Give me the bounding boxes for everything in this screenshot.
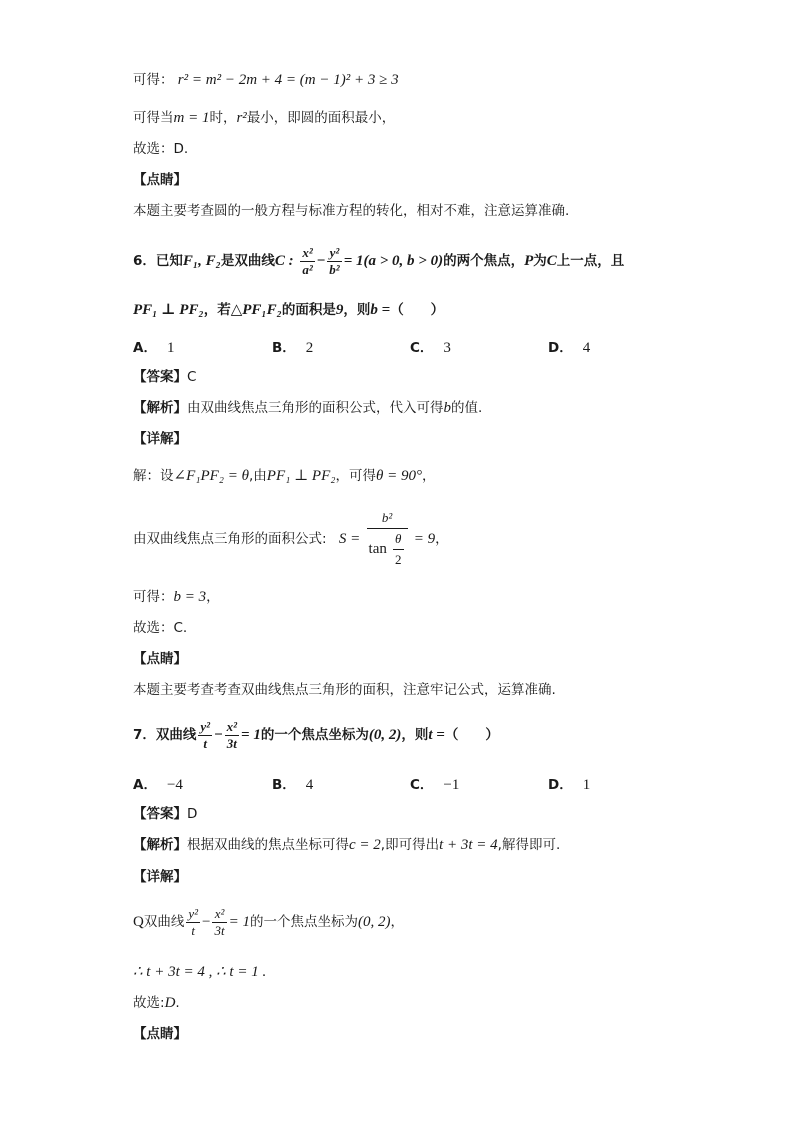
text: 根据双曲线的焦点坐标可得 bbox=[187, 837, 349, 853]
fraction bbox=[327, 245, 341, 278]
denominator bbox=[367, 529, 408, 570]
fraction bbox=[212, 906, 226, 939]
math-expression: t + 3t = 4 bbox=[439, 837, 498, 853]
math-expression: D bbox=[164, 995, 176, 1011]
option-a bbox=[133, 773, 183, 794]
answer-value: C bbox=[187, 369, 197, 385]
math-function: tan bbox=[368, 541, 387, 557]
answer-tag: 【答案】 bbox=[133, 806, 187, 822]
text: 上一点，且 bbox=[556, 253, 625, 269]
math-expression: C bbox=[546, 253, 557, 269]
detail-line-1 bbox=[133, 466, 435, 486]
option-label: B． bbox=[272, 340, 296, 356]
text: 的一个焦点坐标为 bbox=[249, 914, 358, 930]
math-expression: = 1(a > 0, b > 0) bbox=[343, 253, 444, 269]
text: 的值. bbox=[451, 400, 483, 416]
text: ，则 bbox=[343, 302, 371, 318]
text: ，则 bbox=[401, 727, 429, 743]
detail-line-1 bbox=[133, 902, 404, 942]
math-operator: − bbox=[214, 727, 223, 743]
math-operator: − bbox=[316, 253, 326, 269]
text: 的两个焦点， bbox=[443, 253, 525, 269]
answer-tag: 【答案】 bbox=[133, 369, 187, 385]
text: 的一个焦点坐标为 bbox=[260, 727, 369, 743]
answer-line bbox=[133, 804, 197, 824]
text: ，可得 bbox=[335, 468, 376, 484]
option-value: 1 bbox=[582, 777, 591, 793]
text: 是双曲线 bbox=[220, 253, 275, 269]
numerator: y² bbox=[200, 718, 211, 734]
math-expression: (0, 2) bbox=[368, 727, 402, 743]
fraction bbox=[198, 719, 212, 752]
text: ， bbox=[206, 589, 220, 605]
math-expression: 9 bbox=[335, 302, 344, 318]
option-value: 4 bbox=[305, 777, 314, 793]
numerator: x² bbox=[212, 906, 226, 923]
math-expression: r² = m² − 2m + 4 = (m − 1)² + 3 ≥ 3 bbox=[177, 72, 399, 88]
text: 时， bbox=[209, 110, 237, 126]
math-expression: t = bbox=[428, 727, 445, 743]
numerator: θ bbox=[393, 529, 404, 550]
option-label: C． bbox=[410, 777, 434, 793]
math-expression: ∠F₁PF₂ = θ bbox=[173, 468, 249, 484]
detail-line-3 bbox=[133, 587, 220, 607]
fraction bbox=[225, 719, 239, 752]
detail-tag: 【详解】 bbox=[133, 431, 187, 447]
text: 解：设 bbox=[133, 468, 174, 484]
option-value: 2 bbox=[305, 340, 314, 356]
option-c bbox=[410, 773, 459, 794]
choice-line: 故选：C. bbox=[133, 620, 188, 636]
analysis-tag: 【解析】 bbox=[133, 400, 187, 416]
option-value: 1 bbox=[166, 340, 175, 356]
numerator: y² bbox=[327, 245, 341, 262]
math-expression: △PF₁F₂ bbox=[230, 302, 282, 318]
text: 双曲线 bbox=[143, 914, 185, 930]
note-text: 本题主要考查考查双曲线焦点三角形的面积，注意牢记公式，运算准确. bbox=[133, 682, 556, 698]
denominator: 3t bbox=[226, 735, 237, 751]
option-label: B． bbox=[272, 777, 296, 793]
option-a bbox=[133, 336, 174, 357]
math-expression: m = 1 bbox=[173, 110, 210, 126]
text: 可得： bbox=[133, 589, 174, 605]
math-expression: b = 3 bbox=[173, 589, 207, 605]
text: 由双曲线焦点三角形的面积公式: bbox=[133, 531, 327, 547]
choice-line: 故选：D. bbox=[133, 141, 189, 157]
option-b bbox=[272, 336, 313, 357]
detail-tag: 【详解】 bbox=[133, 869, 187, 885]
text: ,即可得出 bbox=[380, 837, 440, 853]
note-tag: 【点睛】 bbox=[133, 172, 187, 188]
text: . bbox=[175, 995, 180, 1011]
option-value: −1 bbox=[443, 777, 460, 793]
numerator: b² bbox=[367, 508, 408, 529]
option-value: 4 bbox=[582, 340, 591, 356]
math-expression: S = bbox=[338, 531, 361, 547]
fraction bbox=[300, 245, 314, 278]
option-label: D． bbox=[548, 777, 573, 793]
denominator: b² bbox=[329, 261, 340, 277]
text: ,解得即可. bbox=[497, 837, 561, 853]
denominator: 2 bbox=[395, 552, 402, 567]
question-number: 6．已知 bbox=[133, 253, 183, 269]
option-label: D． bbox=[548, 340, 573, 356]
math-expression: b = bbox=[370, 302, 391, 318]
text: ,由 bbox=[248, 468, 267, 484]
math-expression: = 1 bbox=[241, 727, 261, 743]
option-label: A． bbox=[133, 340, 157, 356]
math-expression: PF₁ ⊥ PF₂ bbox=[133, 302, 204, 318]
question-6-stem-line-2 bbox=[133, 300, 444, 320]
solution-line-2 bbox=[133, 108, 395, 128]
math-expression: = 9 bbox=[413, 531, 436, 547]
fraction bbox=[186, 906, 200, 939]
math-expression: PF₁ ⊥ PF₂ bbox=[266, 468, 336, 484]
therefore-symbol: Q bbox=[133, 914, 144, 930]
math-expression: C : bbox=[274, 253, 294, 269]
denominator: 3t bbox=[214, 922, 225, 938]
detail-line-2 bbox=[133, 508, 449, 570]
math-operator: − bbox=[202, 914, 211, 930]
option-b bbox=[272, 773, 313, 794]
answer-blank: （ ） bbox=[444, 727, 499, 743]
numerator: y² bbox=[188, 905, 199, 921]
text: 可得当 bbox=[133, 110, 174, 126]
text: ， bbox=[390, 914, 404, 930]
math-expression: b bbox=[443, 400, 451, 416]
text: ，若 bbox=[203, 302, 231, 318]
text: 由双曲线焦点三角形的面积公式，代入可得 bbox=[187, 400, 444, 416]
detail-line-2: ∴ t + 3t = 4 , ∴ t = 1 . bbox=[133, 964, 267, 980]
note-text: 本题主要考查圆的一般方程与标准方程的转化，相对不难，注意运算准确. bbox=[133, 203, 570, 219]
solution-line-1 bbox=[133, 70, 399, 90]
denominator: t bbox=[203, 735, 208, 751]
option-c bbox=[410, 336, 451, 357]
math-expression: r² bbox=[236, 110, 247, 126]
math-expression: (0, 2) bbox=[357, 914, 391, 930]
math-expression: c = 2 bbox=[349, 837, 381, 853]
answer-value: D bbox=[187, 806, 198, 822]
text: 为 bbox=[533, 253, 547, 269]
math-expression: = 1 bbox=[228, 914, 250, 930]
numerator: x² bbox=[302, 244, 313, 260]
math-expression: P bbox=[524, 253, 534, 269]
option-d bbox=[548, 336, 590, 357]
note-tag: 【点睛】 bbox=[133, 1026, 187, 1042]
text: 故选: bbox=[133, 995, 165, 1011]
area-fraction bbox=[367, 508, 408, 570]
question-number: 7．双曲线 bbox=[133, 727, 197, 743]
math-expression: F₁, F₂ bbox=[182, 253, 221, 269]
option-label: A． bbox=[133, 777, 157, 793]
denominator: t bbox=[191, 922, 195, 938]
numerator: x² bbox=[226, 718, 238, 734]
question-6-stem bbox=[133, 243, 624, 279]
text: ， bbox=[435, 531, 449, 547]
text: 的面积是 bbox=[281, 302, 336, 318]
answer-blank: （ ） bbox=[390, 302, 445, 318]
math-expression: θ = 90° bbox=[375, 468, 422, 484]
half-angle-fraction bbox=[393, 529, 404, 570]
analysis-tag: 【解析】 bbox=[133, 837, 187, 853]
denominator: a² bbox=[302, 261, 313, 277]
detail-line-3 bbox=[133, 993, 180, 1013]
note-tag: 【点睛】 bbox=[133, 651, 187, 667]
question-7-stem bbox=[133, 717, 499, 753]
answer-line bbox=[133, 367, 196, 387]
text: ， bbox=[421, 468, 436, 484]
option-value: −4 bbox=[166, 777, 183, 793]
text: 最小，即圆的面积最小， bbox=[246, 110, 396, 126]
analysis-line bbox=[133, 835, 560, 855]
option-d bbox=[548, 773, 590, 794]
option-value: 3 bbox=[443, 340, 451, 356]
analysis-line bbox=[133, 398, 482, 418]
option-label: C． bbox=[410, 340, 434, 356]
text: 可得： bbox=[133, 72, 174, 88]
